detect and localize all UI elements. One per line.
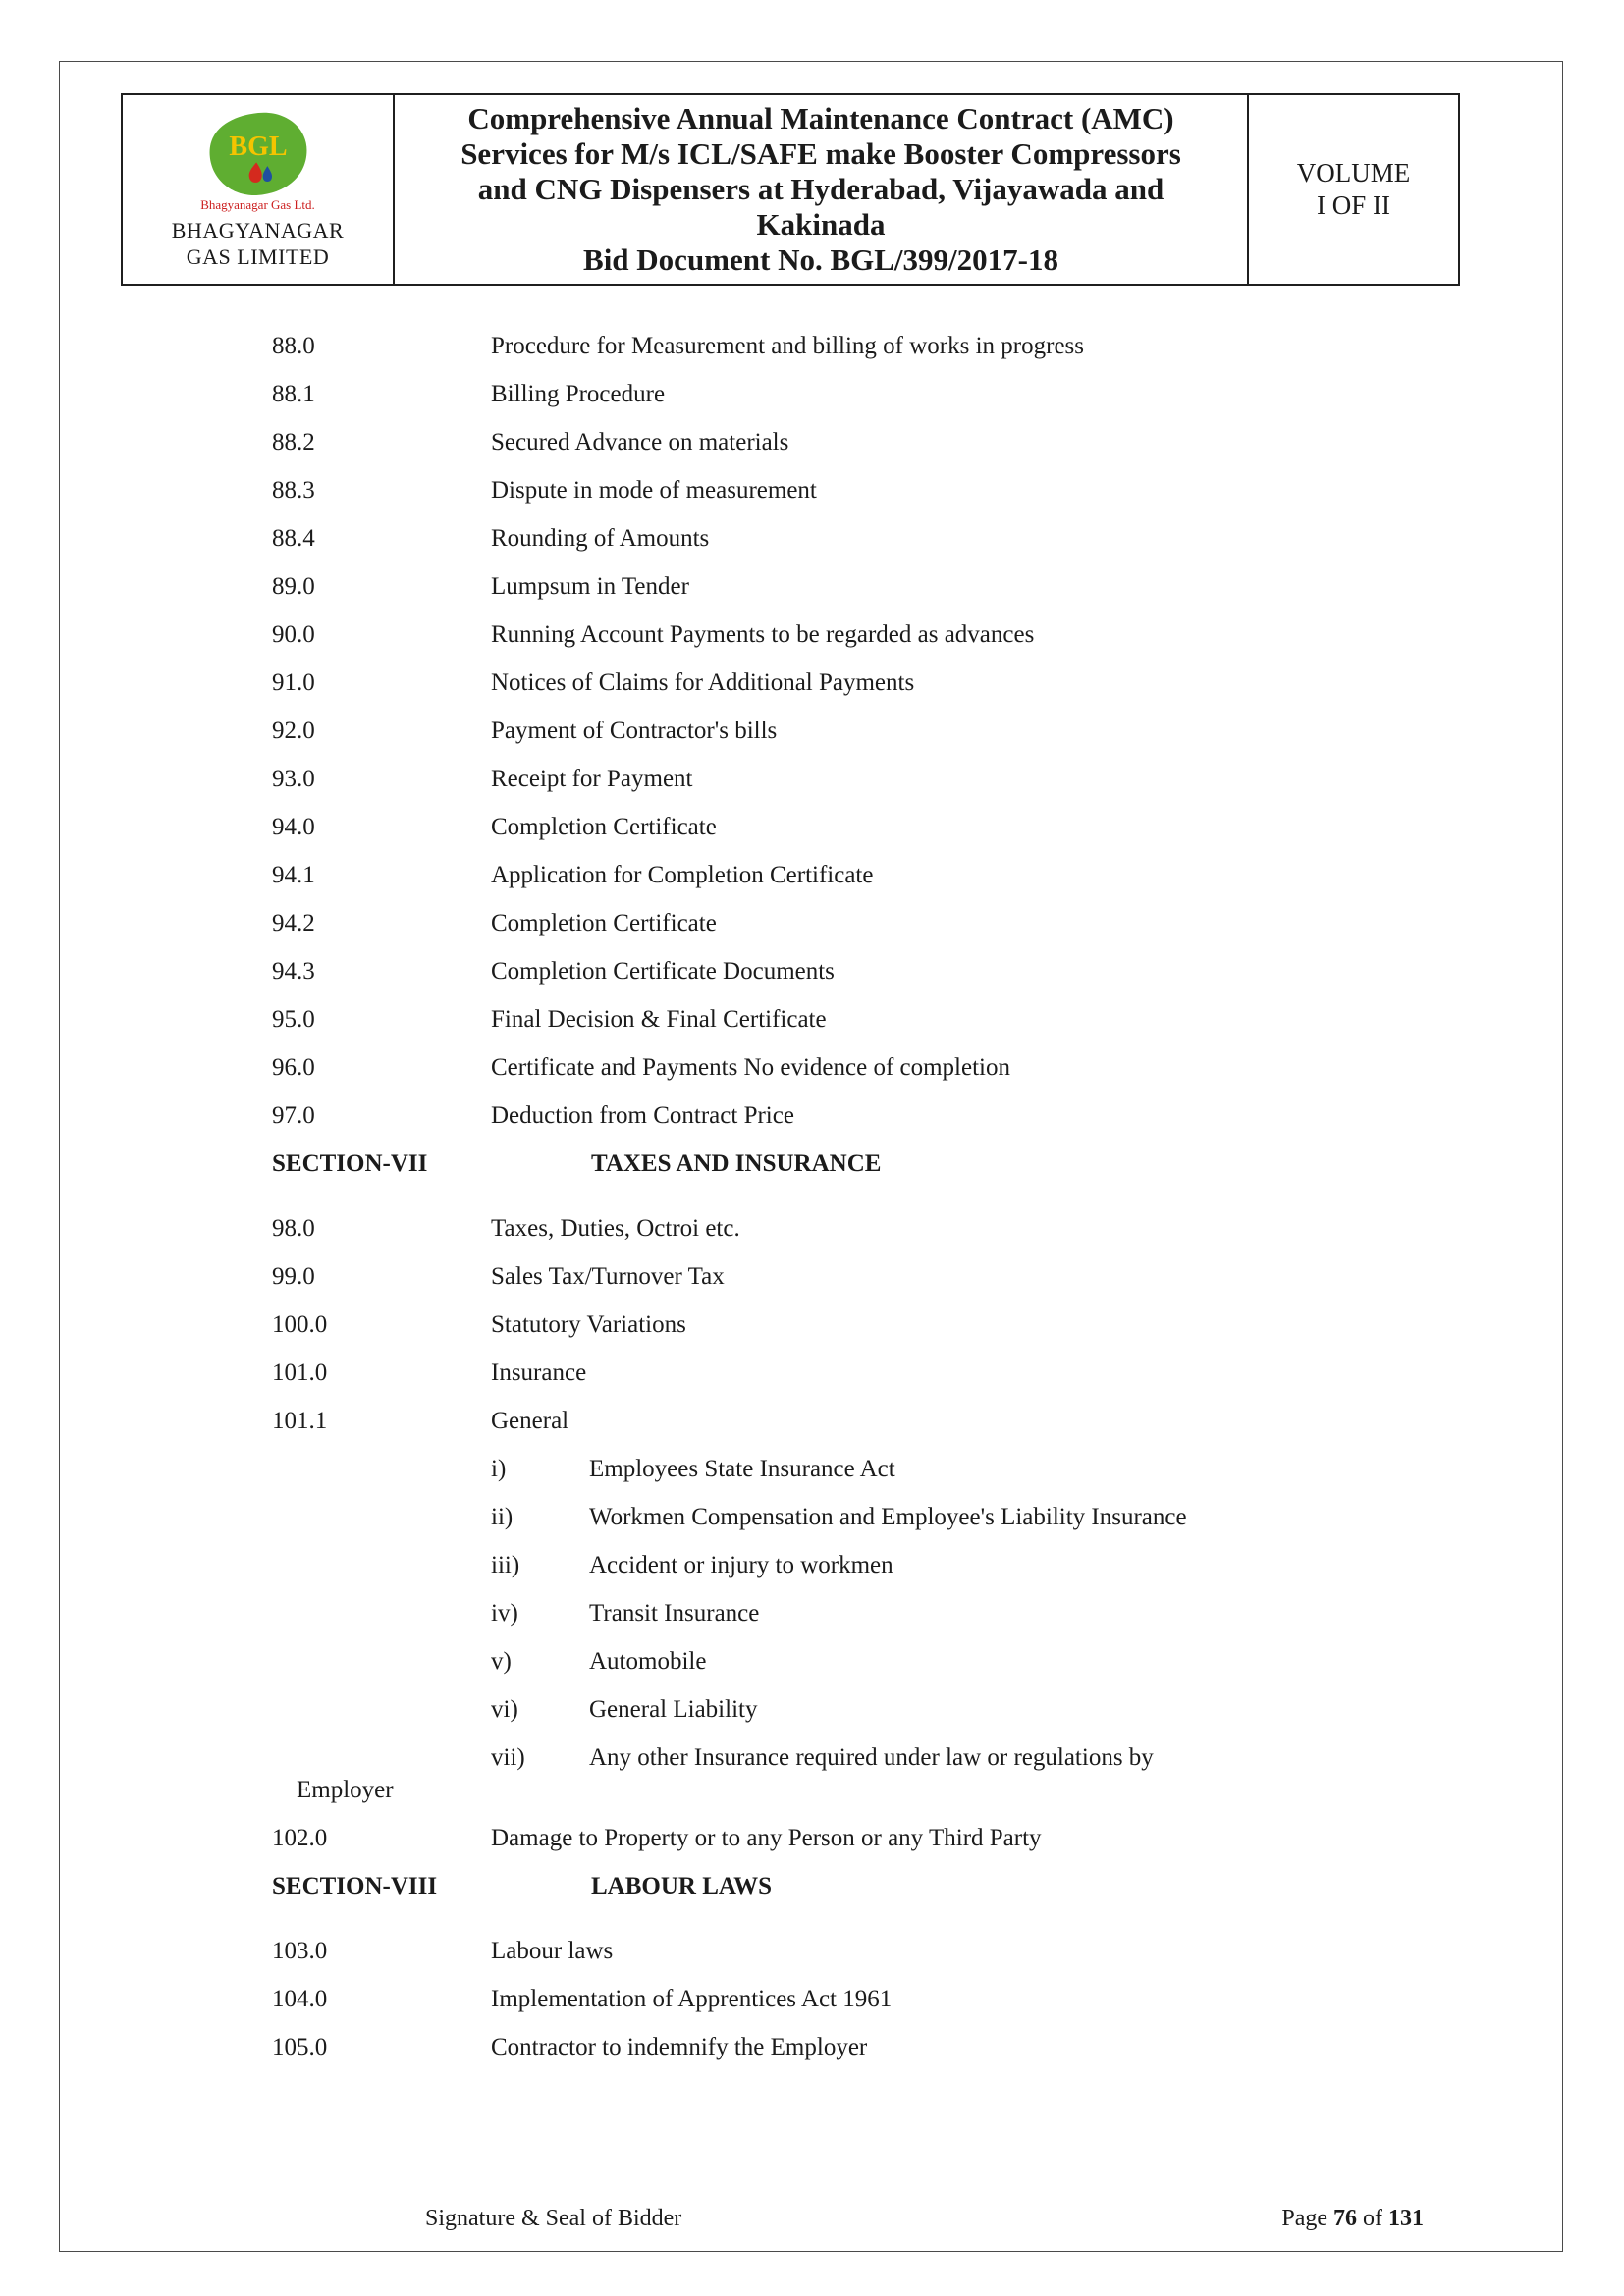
toc-row-number: 88.2 <box>272 429 315 455</box>
toc-row-number: 94.0 <box>272 814 315 840</box>
toc-row-title: Accident or injury to workmen <box>589 1552 893 1578</box>
toc-row-title: Completion Certificate <box>491 814 717 840</box>
toc-row <box>272 1099 1489 1132</box>
toc-row-number: 97.0 <box>272 1102 315 1129</box>
toc-row-number: 101.0 <box>272 1360 328 1386</box>
toc-row <box>272 1405 1489 1437</box>
toc-row-number: iv) <box>491 1600 518 1627</box>
toc-row-title: Running Account Payments to be regarded as advances <box>491 621 1035 648</box>
toc-row-title: Billing Procedure <box>491 381 666 407</box>
toc-row-number: 90.0 <box>272 621 315 648</box>
volume-label-line1: VOLUME <box>1296 158 1411 187</box>
toc-row-number: i) <box>491 1456 507 1482</box>
toc-row-number: vii) <box>491 1744 525 1771</box>
toc-row-title: Secured Advance on materials <box>491 429 789 455</box>
toc-row-number: 93.0 <box>272 766 315 792</box>
toc-row-title: Implementation of Apprentices Act 1961 <box>491 1986 893 2012</box>
toc-row-title: Receipt for Payment <box>491 766 693 792</box>
toc-row <box>272 618 1489 651</box>
toc-row-title: Notices of Claims for Additional Payments <box>491 669 915 696</box>
toc-row-title: Damage to Property or to any Person or any Third Party <box>491 1825 1042 1851</box>
toc-row <box>272 955 1489 988</box>
toc-row <box>272 1212 1489 1245</box>
page-number-of: of <box>1357 2206 1388 2231</box>
toc-row <box>272 570 1489 603</box>
toc-row <box>491 1453 1489 1485</box>
table-of-contents <box>272 330 1489 2079</box>
toc-row <box>491 1645 1489 1678</box>
bid-document-number: Bid Document No. BGL/399/2017-18 <box>583 242 1058 277</box>
toc-row <box>272 474 1489 507</box>
toc-row <box>491 1693 1489 1726</box>
toc-row <box>272 1822 1489 1854</box>
toc-row-number: 91.0 <box>272 669 315 696</box>
toc-row-number: 88.1 <box>272 381 315 407</box>
toc-row-title: Rounding of Amounts <box>491 525 710 552</box>
toc-row <box>272 667 1489 699</box>
toc-row <box>272 2031 1489 2063</box>
toc-row <box>272 330 1489 362</box>
toc-section-heading <box>272 1148 1489 1180</box>
toc-row-title: General Liability <box>589 1696 758 1723</box>
logo-cell <box>123 95 395 284</box>
toc-row-title: TAXES AND INSURANCE <box>591 1150 882 1177</box>
toc-row-title: Sales Tax/Turnover Tax <box>491 1263 725 1290</box>
toc-row-number: 95.0 <box>272 1006 315 1033</box>
volume-label-line2: I OF II <box>1317 190 1390 220</box>
svg-text:BGL: BGL <box>228 131 288 162</box>
toc-row-title: Statutory Variations <box>491 1311 686 1338</box>
toc-row-number: 88.0 <box>272 333 315 359</box>
toc-row-number: 94.2 <box>272 910 315 936</box>
toc-row-number: ii) <box>491 1504 514 1530</box>
toc-row-title: Final Decision & Final Certificate <box>491 1006 827 1033</box>
logo-caption: Bhagyanagar Gas Ltd. <box>200 197 315 212</box>
toc-section-heading <box>272 1870 1489 1902</box>
toc-row-title: Completion Certificate Documents <box>491 958 835 985</box>
toc-row-number: 100.0 <box>272 1311 328 1338</box>
toc-row-title: Application for Completion Certificate <box>491 862 874 888</box>
toc-row-title: Procedure for Measurement and billing of works in progress <box>491 333 1085 359</box>
toc-row-title: Deduction from Contract Price <box>491 1102 794 1129</box>
toc-row-number: iii) <box>491 1552 520 1578</box>
toc-row-title: Workmen Compensation and Employee's Liability Insurance <box>589 1504 1187 1530</box>
toc-row-title: Employees State Insurance Act <box>589 1456 895 1482</box>
company-name <box>172 217 344 270</box>
toc-row-title: Lumpsum in Tender <box>491 573 689 600</box>
toc-row <box>272 1935 1489 1967</box>
toc-row-title: Dispute in mode of measurement <box>491 477 817 504</box>
toc-row <box>272 1357 1489 1389</box>
toc-row-title: Labour laws <box>491 1938 614 1964</box>
document-title-line: Comprehensive Annual Maintenance Contract (AMC) <box>467 101 1174 135</box>
header-table <box>121 93 1460 286</box>
toc-row <box>272 811 1489 843</box>
document-title-line: and CNG Dispensers at Hyderabad, Vijayawada and <box>477 172 1164 206</box>
toc-row-number: 101.1 <box>272 1408 328 1434</box>
toc-row-number: 88.3 <box>272 477 315 504</box>
toc-row-number: SECTION-VII <box>272 1150 428 1177</box>
toc-row-title: Automobile <box>589 1648 707 1675</box>
toc-row <box>272 1003 1489 1036</box>
document-title-line: Services for M/s ICL/SAFE make Booster Compressors <box>460 136 1181 171</box>
toc-row-number: 88.4 <box>272 525 315 552</box>
toc-row-title: Taxes, Duties, Octroi etc. <box>491 1215 740 1242</box>
toc-row <box>272 907 1489 939</box>
volume-label <box>1249 95 1458 284</box>
toc-row-title: Certificate and Payments No evidence of completion <box>491 1054 1010 1081</box>
toc-row-number: 103.0 <box>272 1938 328 1964</box>
toc-row <box>272 763 1489 795</box>
toc-row <box>272 378 1489 410</box>
toc-row-number: vi) <box>491 1696 518 1723</box>
toc-row-title: General <box>491 1408 569 1434</box>
toc-row-title: Insurance <box>491 1360 587 1386</box>
toc-row <box>491 1597 1489 1629</box>
page-number-prefix: Page <box>1281 2206 1333 2231</box>
bgl-logo-icon <box>203 109 313 199</box>
toc-row-title: Transit Insurance <box>589 1600 760 1627</box>
toc-row <box>272 426 1489 458</box>
toc-row-number: 98.0 <box>272 1215 315 1242</box>
toc-row-continuation: Employer <box>297 1777 394 1803</box>
page-number <box>1281 2206 1424 2232</box>
toc-row-number: 92.0 <box>272 718 315 744</box>
toc-row-number: 89.0 <box>272 573 315 600</box>
signature-label: Signature & Seal of Bidder <box>425 2206 682 2231</box>
toc-row <box>272 1308 1489 1341</box>
toc-row <box>272 1983 1489 2015</box>
document-title-line: Kakinada <box>756 207 886 241</box>
toc-row-number: SECTION-VIII <box>272 1873 438 1899</box>
toc-row <box>272 859 1489 891</box>
toc-row-number: 105.0 <box>272 2034 328 2060</box>
toc-row-number: 99.0 <box>272 1263 315 1290</box>
toc-row-number: 104.0 <box>272 1986 328 2012</box>
toc-row-title: Payment of Contractor's bills <box>491 718 778 744</box>
toc-row-title: LABOUR LAWS <box>591 1873 773 1899</box>
toc-row <box>491 1501 1489 1533</box>
toc-row <box>272 1260 1489 1293</box>
document-title <box>395 95 1249 284</box>
toc-row-number: v) <box>491 1648 512 1675</box>
toc-row <box>491 1741 1489 1774</box>
toc-row-number: 102.0 <box>272 1825 328 1851</box>
toc-row-number: 96.0 <box>272 1054 315 1081</box>
toc-row <box>272 715 1489 747</box>
toc-row-number: 94.1 <box>272 862 315 888</box>
toc-row-title: Contractor to indemnify the Employer <box>491 2034 868 2060</box>
page-number-current: 76 <box>1333 2206 1357 2231</box>
company-name-line1: BHAGYANAGAR <box>171 218 345 242</box>
company-name-line2: GAS LIMITED <box>186 244 330 269</box>
toc-row-number: 94.3 <box>272 958 315 985</box>
page-number-total: 131 <box>1388 2206 1424 2231</box>
toc-row <box>272 1051 1489 1084</box>
toc-row-title: Any other Insurance required under law or regulations by <box>589 1744 1154 1771</box>
toc-row <box>272 522 1489 555</box>
toc-row <box>491 1549 1489 1581</box>
toc-row-title: Completion Certificate <box>491 910 717 936</box>
